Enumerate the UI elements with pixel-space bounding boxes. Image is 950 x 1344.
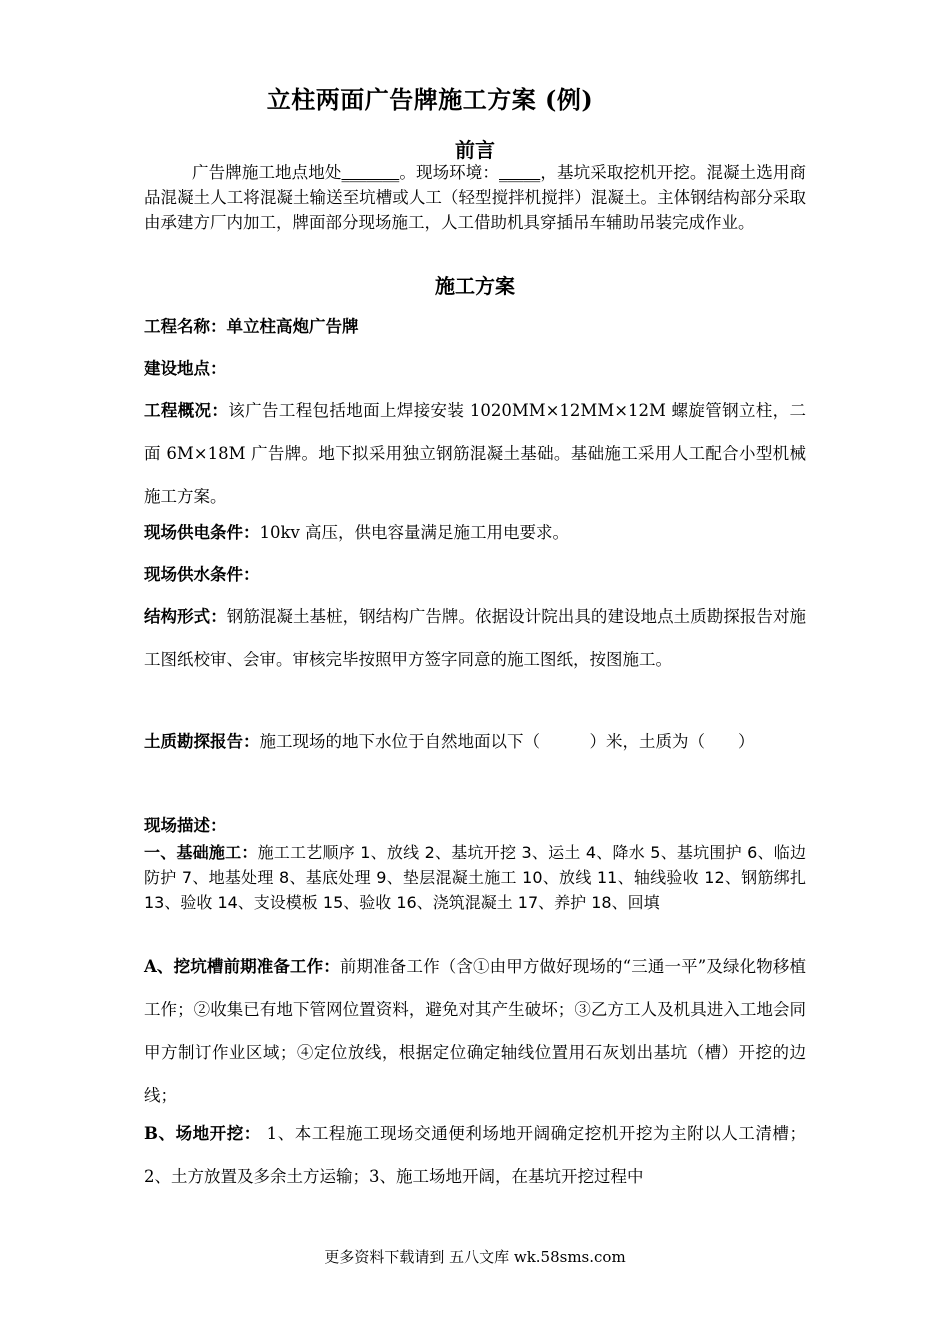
scene-label: 现场描述： xyxy=(144,816,227,835)
foundation-label: 一、基础施工： xyxy=(144,843,258,862)
structure-paragraph xyxy=(144,595,806,681)
excavation-label: B、场地开挖： xyxy=(144,1124,261,1143)
soil-label: 土质勘探报告： xyxy=(144,732,260,751)
preface-text-a: 广告牌施工地点地处 xyxy=(192,163,342,182)
power-line xyxy=(144,522,806,544)
overview-text: 该广告工程包括地面上焊接安装 1020MM×12MM×12M 螺旋管钢立柱，二面 6M×18M 广告牌。地下拟采用独立钢筋混凝土基础。基础施工采用人工配合小型机械施工方案。 xyxy=(144,401,807,506)
structure-text: 钢筋混凝土基桩，钢结构广告牌。依据设计院出具的建设地点土质勘探报告对施工图纸校审、会审。审核完毕按照甲方签字同意的施工图纸，按图施工。 xyxy=(144,607,807,669)
power-label: 现场供电条件： xyxy=(144,523,260,542)
preface-text-c: ，基坑采取挖机开挖。混凝土选用商品混凝土人工将混凝土输送至坑槽或人工（轻型搅拌机搅拌）混凝土。主体钢结构部分采取由承建方厂内加工，牌面部分现场施工，人工借助机具穿插吊车辅助吊装完成作业。 xyxy=(144,163,806,232)
overview-label: 工程概况： xyxy=(144,401,229,420)
prep-paragraph xyxy=(144,945,806,1117)
foundation-text: 施工工艺顺序 1、放线 2、基坑开挖 3、运土 4、降水 5、基坑围护 6、临边防护 7、地基处理 8、基底处理 9、垫层混凝土施工 10、放线 11、轴线验收 12、钢筋绑扎 13、验收 14、支设模板 15、验收 16、浇筑混凝土 17、养护 18、回填 xyxy=(144,843,806,912)
soil-paragraph xyxy=(144,720,806,763)
prep-text: 前期准备工作（含①由甲方做好现场的“三通一平”及绿化物移植工作；②收集已有地下管网位置资料，避免对其产生破坏；③乙方工人及机具进入工地会同甲方制订作业区域；④定位放线，根据定位确定轴线位置用石灰划出基坑（槽）开挖的边线； xyxy=(144,957,806,1105)
overview-paragraph xyxy=(144,389,806,518)
footer-link-text[interactable]: 更多资料下载请到 五八文库 wk.58sms.com xyxy=(324,1248,626,1266)
structure-label: 结构形式： xyxy=(144,607,227,626)
project-name-line xyxy=(144,316,806,338)
preface-heading: 前言 xyxy=(455,138,495,162)
water-label: 现场供水条件： xyxy=(144,565,260,584)
location-blank: _______ xyxy=(341,163,400,182)
scene-line xyxy=(144,815,806,837)
soil-text: 施工现场的地下水位于自然地面以下（ ）米，土质为（ ） xyxy=(259,732,755,751)
excavation-text: 1、本工程施工现场交通便利场地开阔确定挖机开挖为主附以人工清槽；2、土方放置及多余土方运输；3、施工场地开阔，在基坑开挖过程中 xyxy=(144,1124,806,1186)
excavation-paragraph xyxy=(144,1112,806,1198)
water-line xyxy=(144,564,806,586)
preface-paragraph xyxy=(144,160,806,235)
project-name-label: 工程名称：单立柱高炮广告牌 xyxy=(144,317,359,336)
document-title: 立柱两面广告牌施工方案 (例) xyxy=(266,85,594,114)
site-line xyxy=(144,358,806,380)
power-text: 10kv 高压，供电容量满足施工用电要求。 xyxy=(259,523,570,542)
plan-heading: 施工方案 xyxy=(435,274,515,298)
foundation-paragraph xyxy=(144,840,806,915)
preface-text-b: 。现场环境： xyxy=(399,163,499,182)
site-label: 建设地点： xyxy=(144,359,227,378)
prep-label: A、挖坑槽前期准备工作： xyxy=(144,957,340,976)
environment-blank: _____ xyxy=(499,163,541,182)
